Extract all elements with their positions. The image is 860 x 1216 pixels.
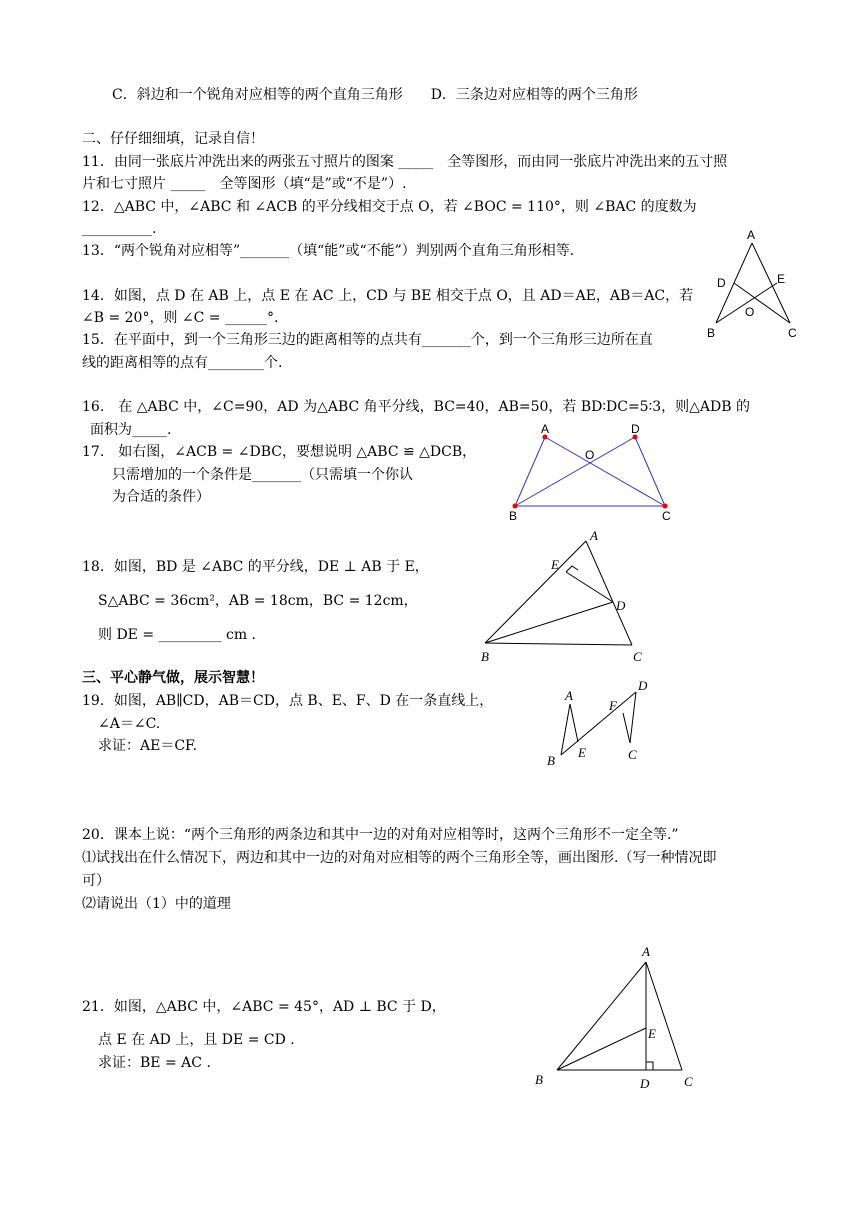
fig17-label-d: D [631,422,640,436]
question-21-line-1: 21．如图，△ABC 中，∠ABC = 45°，AD ⊥ BC 于 D， [82,999,446,1015]
question-14-line-2: ∠B = 20°，则 ∠C = ______°. [82,310,279,326]
question-16-line-2: 面积为_____. [90,422,172,438]
fig19-label-d: D [638,678,648,693]
question-19-line-3: 求证：AE＝CF. [98,738,198,754]
fig17-label-b: B [509,509,518,523]
fig17-point-c [663,504,668,509]
fig17-point-b [513,504,518,509]
question-20-line-1: 20．课本上说：“两个三角形的两条边和其中一边的对角对应相等时，这两个三角形不一定全等.” [82,827,679,843]
fig14-label-d: D [717,276,726,290]
figure-18-triangle [475,528,650,668]
fig17-label-a: A [541,422,550,436]
question-19-line-2: ∠A＝∠C. [98,716,161,732]
fig21-label-b: B [535,1072,543,1087]
question-13: 13．“两个锐角对应相等”_______（填“能”或“不能”）判别两个直角三角形相等. [82,243,575,259]
figure-14-triangle [700,225,810,345]
question-18-line-1: 18．如图，BD 是 ∠ABC 的平分线，DE ⊥ AB 于 E， [82,559,429,575]
fig14-label-b: B [707,326,716,340]
fig19-label-a: A [565,688,573,703]
question-20-line-2: ⑴试找出在什么情况下，两边和其中一边的对角对应相等的两个三角形全等，画出图形.（写一种情况即 [82,850,717,866]
question-21-line-3: 求证：BE = AC . [98,1055,211,1071]
fig18-label-d: D [616,598,626,613]
fig19-label-f: F [609,698,617,713]
question-11-line-1: 11．由同一张底片冲洗出来的两张五寸照片的图案 _____ 全等图形，而由同一张底片冲洗出来的五寸照 [82,154,728,170]
fig19-label-b: B [547,753,555,768]
fig17-label-o: O [585,448,595,462]
question-19-line-1: 19．如图，AB∥CD，AB＝CD，点 B、E、F、D 在一条直线上， [82,693,494,709]
fig19-label-c: C [628,747,637,762]
fig19-label-e: E [578,745,586,760]
fig21-label-a: A [642,944,650,959]
question-16-line-1: 16. 在 △ABC 中，∠C=90，AD 为△ABC 角平分线，BC=40，AB=50，若 BD∶DC=5∶3，则△ADB 的 [82,399,750,415]
question-20-line-3: 可） [82,873,110,889]
section-2-heading: 二、仔仔细细填，记录自信！ [82,131,264,147]
figure-17-quadrilateral [505,420,680,525]
question-21-line-2: 点 E 在 AD 上，且 DE = CD . [98,1032,295,1048]
question-11-line-2: 片和七寸照片 _____ 全等图形（填“是”或“不是”）. [82,176,407,192]
fig18-label-e: E [551,557,559,572]
fig21-label-e: E [648,1026,656,1041]
section-3-heading: 三、平心静气做，展示智慧！ [82,670,264,686]
fig14-label-o: O [745,305,755,319]
fig14-label-e: E [777,272,786,286]
fig18-label-c: C [633,649,642,664]
question-10-options-cd: C．斜边和一个锐角对应相等的两个直角三角形 D．三条边对应相等的两个三角形 [112,87,638,103]
question-12-line-2: __________. [82,221,157,237]
figure-19-zigzag [540,675,660,775]
question-17-line-2: 只需增加的一个条件是_______（只需填一个你认 [112,467,413,483]
question-12-line-1: 12．△ABC 中，∠ABC 和 ∠ACB 的平分线相交于点 O，若 ∠BOC = 110°，则 ∠BAC 的度数为 [82,199,697,215]
question-17-line-1: 17. 如右图，∠ACB = ∠DBC，要想说明 △ABC ≌ △DCB， [82,444,477,460]
fig18-label-a: A [590,528,598,543]
fig17-label-c: C [662,509,671,523]
question-15-line-2: 线的距离相等的点有________个. [82,355,283,371]
question-18-line-3: 则 DE = _________ cm . [98,627,256,643]
fig14-label-c: C [788,326,797,340]
question-15-line-1: 15．在平面中，到一个三角形三边的距离相等的点共有_______个，到一个三角形三边所在直 [82,332,653,348]
question-20-line-4: ⑵请说出（1）中的道理 [82,896,231,912]
question-17-line-3: 为合适的条件） [112,489,210,505]
fig18-label-b: B [481,649,489,664]
fig21-label-d: D [640,1076,650,1091]
question-14-line-1: 14．如图，点 D 在 AB 上，点 E 在 AC 上，CD 与 BE 相交于点 O，且 AD＝AE，AB＝AC，若 [82,288,694,304]
question-18-line-2: S△ABC = 36cm²，AB = 18cm，BC = 12cm， [98,593,418,609]
fig21-label-c: C [684,1074,693,1089]
figure-21-triangle [530,940,700,1095]
fig14-label-a: A [747,228,756,242]
